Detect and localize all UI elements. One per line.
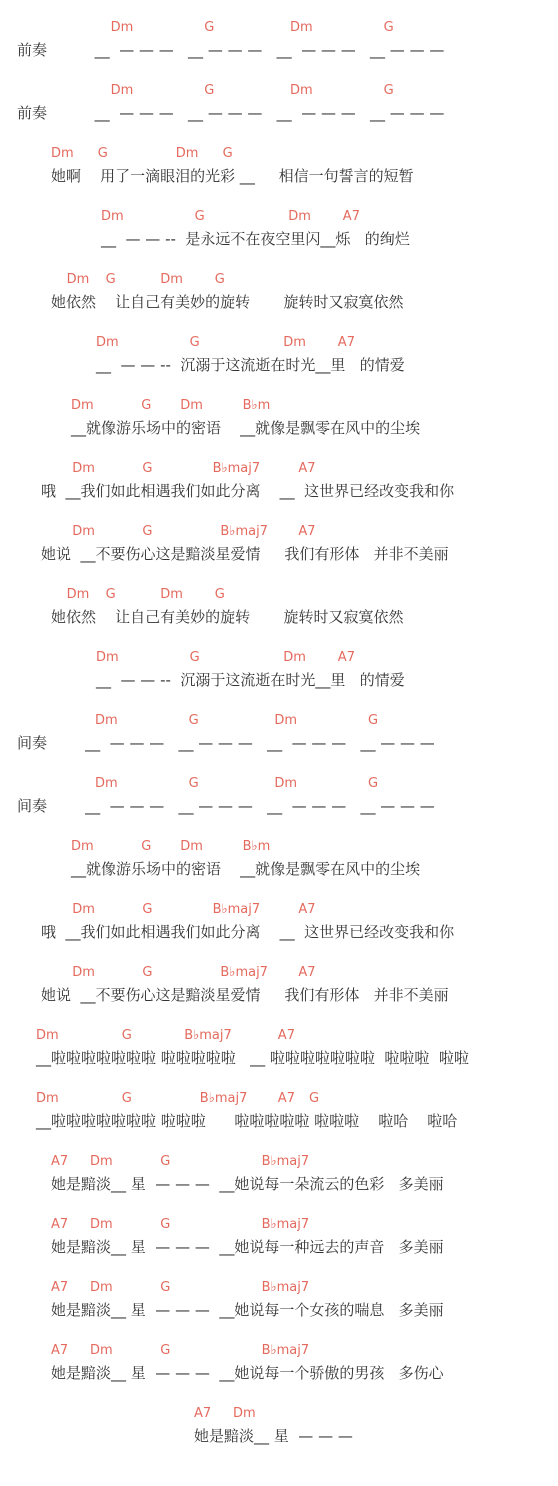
chord-label: G: [214, 587, 225, 602]
chord-label: G: [368, 713, 379, 728]
chord-label: Dm: [90, 1154, 113, 1169]
chord-label: Dm: [95, 776, 118, 791]
chord-line: [0, 902, 558, 965]
chord-line: [0, 713, 558, 776]
chord-label: A7: [298, 524, 316, 539]
chord-label: A7: [337, 650, 355, 665]
chord-label: Dm: [66, 272, 90, 287]
chord-label: A7: [51, 1343, 69, 1358]
lyric-text: 前奏 __ — — — __ — — — __ — — — __ — — —: [17, 41, 445, 59]
lyric-text: 她是黯淡__ 星 — — — __她说每一个女孩的喘息 多美丽: [51, 1301, 444, 1319]
chord-label: G: [121, 1091, 132, 1106]
chord-label: Dm: [290, 20, 313, 35]
chord-label: Dm: [96, 650, 119, 665]
chord-label: G: [189, 650, 200, 665]
chord-label: Dm: [66, 587, 90, 602]
chord-label: G: [142, 965, 153, 980]
lyric-text: __啦啦啦啦啦啦啦 啦啦啦 啦啦啦啦啦 啦啦啦 啦哈 啦哈: [36, 1112, 458, 1130]
chord-label: G: [383, 20, 394, 35]
chord-label: Dm: [96, 335, 119, 350]
chord-label: Dm: [71, 839, 94, 854]
chord-label: G: [97, 146, 108, 161]
chord-line: [0, 1217, 558, 1280]
chord-label: Dm: [274, 713, 298, 728]
chord-label: Dm: [90, 1343, 113, 1358]
chord-line: [0, 146, 558, 209]
lyric-text: 哦 __我们如此相遇我们如此分离 __ 这世界已经改变我和你: [41, 923, 455, 941]
lyric-text: 她说 __不要伤心这是黯淡星爱情 我们有形体 并非不美丽: [41, 545, 449, 563]
chord-line: [0, 398, 558, 461]
chord-label: Dm: [36, 1028, 59, 1043]
chord-label: G: [160, 1280, 171, 1295]
lyric-text: 她是黯淡__ 星 — — — __她说每一朵流云的色彩 多美丽: [51, 1175, 444, 1193]
lyric-text: 她依然 让自己有美妙的旋转 旋转时又寂寞依然: [51, 608, 404, 626]
chord-label: G: [160, 1343, 171, 1358]
chord-label: A7: [194, 1406, 212, 1421]
chord-label: Dm: [90, 1280, 113, 1295]
chord-label: B♭maj7: [261, 1343, 310, 1358]
chord-label: Dm: [233, 1406, 256, 1421]
chord-label: A7: [298, 902, 316, 917]
chord-label: Dm: [290, 83, 313, 98]
chord-label: Dm: [101, 209, 124, 224]
lyric-text: 她是黯淡__ 星 — — — __她说每一种远去的声音 多美丽: [51, 1238, 444, 1256]
chord-label: G: [141, 398, 152, 413]
chord-label: Dm: [175, 146, 199, 161]
chord-label: Dm: [72, 902, 95, 917]
chord-line: [0, 20, 558, 83]
lyric-text: __啦啦啦啦啦啦啦 啦啦啦啦啦 __ 啦啦啦啦啦啦啦 啦啦啦 啦啦: [36, 1049, 469, 1067]
chord-label: B♭maj7: [199, 1091, 248, 1106]
chord-line: [0, 839, 558, 902]
chord-line: [0, 587, 558, 650]
chord-label: A7: [298, 461, 316, 476]
chord-label: B♭maj7: [212, 461, 261, 476]
chord-label: B♭maj7: [184, 1028, 232, 1043]
chord-label: Dm: [288, 209, 311, 224]
lyric-text: __ — — -- 沉溺于这流逝在时光__里 的情爱: [96, 671, 405, 689]
lyric-text: 她是黯淡__ 星 — — — __她说每一个骄傲的男孩 多伤心: [51, 1364, 444, 1382]
lyric-text: __就像游乐场中的密语 __就像是飘零在风中的尘埃: [71, 419, 421, 437]
chord-line: [0, 1280, 558, 1343]
chord-line: [0, 1343, 558, 1406]
chord-label: Dm: [72, 461, 95, 476]
lyric-text: 她说 __不要伤心这是黯淡星爱情 我们有形体 并非不美丽: [41, 986, 449, 1004]
lyric-text: 她啊 用了一滴眼泪的光彩 __ 相信一句誓言的短暂: [51, 167, 414, 185]
lyric-text: 她是黯淡__ 星 — — —: [194, 1427, 353, 1445]
chord-label: Dm: [90, 1217, 113, 1232]
chord-label: A7: [277, 1028, 295, 1043]
chord-label: G: [188, 713, 199, 728]
chord-label: Dm: [72, 965, 95, 980]
chord-label: G: [368, 776, 379, 791]
lyric-text: 间奏 __ — — — __ — — — __ — — — __ — — —: [17, 797, 435, 815]
chord-label: Dm: [160, 272, 183, 287]
lyric-text: 间奏 __ — — — __ — — — __ — — — __ — — —: [17, 734, 435, 752]
chord-label: G: [105, 272, 116, 287]
chord-label: G: [204, 83, 215, 98]
chord-label: B♭maj7: [220, 965, 268, 980]
chord-label: B♭maj7: [261, 1217, 310, 1232]
chord-label: G: [121, 1028, 132, 1043]
chord-label: Dm: [160, 587, 183, 602]
chord-label: A7: [51, 1154, 69, 1169]
chord-label: Dm: [283, 650, 306, 665]
chord-line: [0, 1028, 558, 1091]
chord-label: G: [214, 272, 225, 287]
chord-label: B♭maj7: [261, 1280, 310, 1295]
chord-label: G: [142, 524, 153, 539]
chord-line: [0, 776, 558, 839]
chord-label: G: [160, 1217, 171, 1232]
chord-label: G: [142, 461, 153, 476]
lyric-text: __ — — -- 是永远不在夜空里闪__烁 的绚烂: [101, 230, 410, 248]
lyric-text: __ — — -- 沉溺于这流逝在时光__里 的情爱: [96, 356, 405, 374]
chord-label: B♭m: [242, 839, 271, 854]
chord-label: G: [189, 335, 200, 350]
lyric-text: 哦 __我们如此相遇我们如此分离 __ 这世界已经改变我和你: [41, 482, 455, 500]
chord-label: G: [204, 20, 215, 35]
chord-label: Dm: [72, 524, 95, 539]
chord-label: G: [194, 209, 205, 224]
chord-label: B♭maj7: [220, 524, 268, 539]
chord-label: Dm: [283, 335, 306, 350]
lyric-text: __就像游乐场中的密语 __就像是飘零在风中的尘埃: [71, 860, 421, 878]
chord-label: G: [383, 83, 394, 98]
chord-label: A7: [277, 1091, 295, 1106]
chord-label: B♭maj7: [261, 1154, 310, 1169]
chord-label: Dm: [180, 839, 203, 854]
chord-label: Dm: [110, 83, 134, 98]
chord-label: B♭m: [242, 398, 271, 413]
chord-label: Dm: [110, 20, 134, 35]
lyric-text: 前奏 __ — — — __ — — — __ — — — __ — — —: [17, 104, 445, 122]
chord-label: Dm: [95, 713, 118, 728]
chord-label: A7: [51, 1280, 69, 1295]
chord-line: [0, 83, 558, 146]
chord-label: A7: [298, 965, 316, 980]
chord-line: [0, 335, 558, 398]
chord-label: G: [105, 587, 116, 602]
chord-label: A7: [342, 209, 360, 224]
chord-label: G: [141, 839, 152, 854]
chord-line: [0, 272, 558, 335]
chord-line: [0, 965, 558, 1028]
lyric-text: 她依然 让自己有美妙的旋转 旋转时又寂寞依然: [51, 293, 404, 311]
chord-label: G: [222, 146, 233, 161]
chord-label: A7: [337, 335, 355, 350]
chord-line: [0, 1154, 558, 1217]
chord-label: A7: [51, 1217, 69, 1232]
chord-line: [0, 650, 558, 713]
chord-label: G: [160, 1154, 171, 1169]
chord-label: G: [309, 1091, 320, 1106]
chord-label: Dm: [36, 1091, 59, 1106]
chord-line: [0, 1091, 558, 1154]
chord-label: Dm: [274, 776, 298, 791]
chord-line: [0, 209, 558, 272]
chord-label: Dm: [180, 398, 203, 413]
chord-line: [0, 524, 558, 587]
chord-label: Dm: [51, 146, 74, 161]
chord-label: B♭maj7: [212, 902, 261, 917]
chord-label: G: [188, 776, 199, 791]
chord-label: Dm: [71, 398, 94, 413]
chord-line: [0, 461, 558, 524]
chord-label: G: [142, 902, 153, 917]
chord-line: [0, 1406, 558, 1469]
